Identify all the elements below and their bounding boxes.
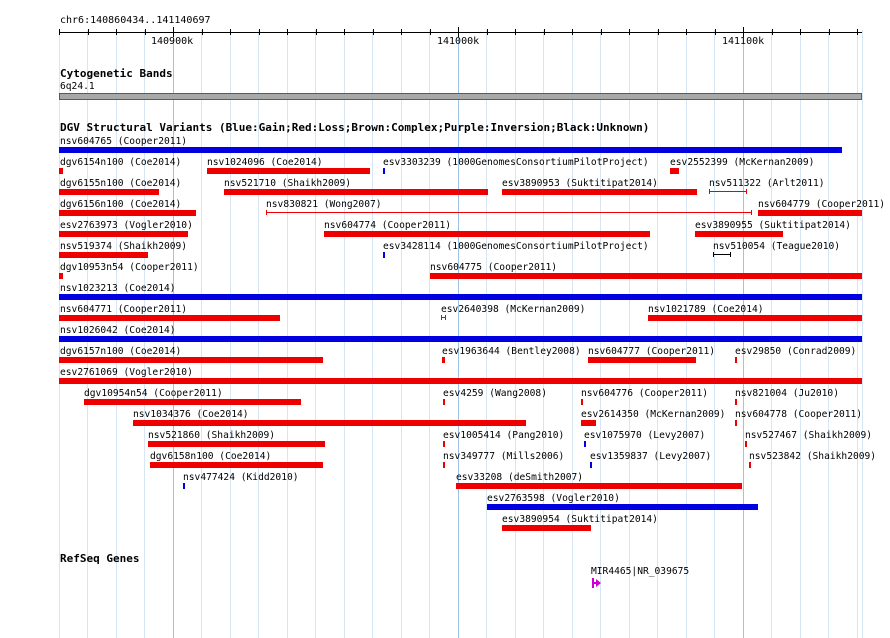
sv-feature-label: dgv6157n100 (Coe2014) <box>60 346 182 357</box>
grid-line <box>800 30 801 638</box>
ruler-tick <box>230 29 231 35</box>
sv-feature-bar[interactable] <box>59 168 63 174</box>
sv-feature-bar[interactable] <box>456 483 742 489</box>
sv-feature-segmented-bar[interactable] <box>441 317 446 318</box>
sv-feature-bar[interactable] <box>581 420 596 426</box>
ruler-tick-label: 141000k <box>437 36 480 47</box>
sv-feature-bar[interactable] <box>183 483 185 489</box>
sv-feature-segmented-bar[interactable] <box>709 191 747 192</box>
sv-feature-bar[interactable] <box>588 357 696 363</box>
ruler-tick <box>572 29 573 35</box>
grid-line <box>857 30 858 638</box>
sv-feature-label: nsv527467 (Shaikh2009) <box>745 430 873 441</box>
sv-feature-label: esv2763973 (Vogler2010) <box>60 220 193 231</box>
grid-line <box>862 30 863 638</box>
sv-feature-label: esv1963644 (Bentley2008) <box>442 346 581 357</box>
sv-feature-bar[interactable] <box>59 189 159 195</box>
sv-feature-label: nsv604765 (Cooper2011) <box>60 136 188 147</box>
sv-feature-bar[interactable] <box>59 378 862 384</box>
ruler-line <box>59 32 862 33</box>
grid-line <box>686 30 687 638</box>
ruler-tick <box>145 29 146 35</box>
sv-feature-bar[interactable] <box>443 462 445 468</box>
chromosome-band[interactable] <box>59 93 862 100</box>
sv-feature-bar[interactable] <box>133 420 526 426</box>
ruler-tick <box>316 29 317 35</box>
sv-feature-label: esv2552399 (McKernan2009) <box>670 157 815 168</box>
ruler-range: chr6:140860434..141140697 <box>60 15 211 26</box>
sv-feature-label: dgv6156n100 (Coe2014) <box>60 199 182 210</box>
sv-feature-bar[interactable] <box>59 315 280 321</box>
sv-feature-label: esv3890955 (Suktitipat2014) <box>695 220 851 231</box>
sv-feature-label: esv3890953 (Suktitipat2014) <box>502 178 658 189</box>
sv-feature-bar[interactable] <box>749 462 751 468</box>
sv-feature-bar[interactable] <box>745 441 747 447</box>
ruler-tick <box>544 29 545 35</box>
sv-feature-bar[interactable] <box>735 399 737 405</box>
sv-feature-bar[interactable] <box>59 336 862 342</box>
sv-feature-label: nsv1034376 (Coe2014) <box>133 409 249 420</box>
sv-feature-label: esv1075970 (Levy2007) <box>584 430 706 441</box>
dgv-track-title: DGV Structural Variants (Blue:Gain;Red:Loss;Brown:Complex;Purple:Inversion;Black:Unknown) <box>60 121 650 134</box>
sv-feature-label: nsv604774 (Cooper2011) <box>324 220 452 231</box>
sv-feature-label: nsv477424 (Kidd2010) <box>183 472 299 483</box>
sv-feature-label: esv33208 (deSmith2007) <box>456 472 584 483</box>
ruler-tick <box>800 29 801 35</box>
cyto-track-title: Cytogenetic Bands <box>60 67 173 80</box>
ruler-tick <box>287 29 288 35</box>
sv-feature-label: esv2761069 (Vogler2010) <box>60 367 193 378</box>
grid-line <box>828 30 829 638</box>
sv-feature-label: dgv6158n100 (Coe2014) <box>150 451 272 462</box>
sv-feature-bar[interactable] <box>224 189 488 195</box>
sv-feature-bar[interactable] <box>590 462 592 468</box>
sv-feature-label: dgv6155n100 (Coe2014) <box>60 178 182 189</box>
grid-line <box>743 30 744 638</box>
sv-feature-label: nsv511322 (Arlt2011) <box>709 178 825 189</box>
gene-glyph[interactable] <box>592 578 602 590</box>
sv-feature-bar[interactable] <box>502 525 591 531</box>
sv-feature-bar[interactable] <box>442 357 445 363</box>
sv-feature-label: nsv349777 (Mills2006) <box>443 451 565 462</box>
sv-feature-label: nsv830821 (Wong2007) <box>266 199 382 210</box>
ruler-tick <box>259 29 260 35</box>
sv-feature-bar[interactable] <box>735 420 737 426</box>
sv-feature-bar[interactable] <box>758 210 862 216</box>
ruler-tick <box>772 29 773 35</box>
sv-feature-bar[interactable] <box>383 168 385 174</box>
gene-label: MIR4465|NR_039675 <box>591 566 690 577</box>
sv-feature-label: esv3428114 (1000GenomesConsortiumPilotProject) <box>383 241 649 252</box>
sv-feature-label: dgv10953n54 (Cooper2011) <box>60 262 199 273</box>
sv-feature-label: nsv519374 (Shaikh2009) <box>60 241 188 252</box>
sv-feature-segmented-bar[interactable] <box>713 254 731 255</box>
sv-feature-bar[interactable] <box>581 399 583 405</box>
sv-feature-label: esv2763598 (Vogler2010) <box>487 493 620 504</box>
ruler-tick <box>401 29 402 35</box>
sv-feature-bar[interactable] <box>430 273 862 279</box>
ruler-tick <box>487 29 488 35</box>
ruler-tick-label: 140900k <box>151 36 194 47</box>
ruler-tick <box>59 29 60 35</box>
sv-feature-label: nsv604771 (Cooper2011) <box>60 304 188 315</box>
ruler-tick-label: 141100k <box>722 36 765 47</box>
sv-feature-bar[interactable] <box>59 357 323 363</box>
sv-feature-label: nsv604778 (Cooper2011) <box>735 409 863 420</box>
sv-feature-bar[interactable] <box>502 189 697 195</box>
sv-feature-bar[interactable] <box>648 315 862 321</box>
ruler-tick <box>202 29 203 35</box>
ruler-tick <box>373 29 374 35</box>
sv-feature-label: nsv1024096 (Coe2014) <box>207 157 323 168</box>
refseq-track-title: RefSeq Genes <box>60 552 140 565</box>
sv-feature-label: nsv1026042 (Coe2014) <box>60 325 176 336</box>
sv-feature-bar[interactable] <box>443 399 445 405</box>
ruler-tick <box>88 29 89 35</box>
grid-line <box>714 30 715 638</box>
sv-feature-label: esv4259 (Wang2008) <box>443 388 547 399</box>
ruler-tick <box>515 29 516 35</box>
sv-feature-label: esv2640398 (McKernan2009) <box>441 304 586 315</box>
sv-feature-label: dgv6154n100 (Coe2014) <box>60 157 182 168</box>
sv-feature-bar[interactable] <box>443 441 445 447</box>
sv-feature-bar[interactable] <box>584 441 586 447</box>
sv-feature-bar[interactable] <box>59 210 196 216</box>
sv-feature-bar[interactable] <box>59 147 842 153</box>
sv-feature-label: nsv604777 (Cooper2011) <box>588 346 716 357</box>
grid-line <box>657 30 658 638</box>
ruler-tick <box>686 29 687 35</box>
sv-feature-bar[interactable] <box>59 231 188 237</box>
ruler-tick <box>430 29 431 35</box>
sv-feature-bar[interactable] <box>59 252 148 258</box>
sv-feature-label: nsv604779 (Cooper2011) <box>758 199 886 210</box>
grid-line <box>771 30 772 638</box>
sv-feature-bar[interactable] <box>148 441 325 447</box>
sv-feature-bar[interactable] <box>383 252 385 258</box>
sv-feature-label: esv3890954 (Suktitipat2014) <box>502 514 658 525</box>
sv-feature-label: nsv521710 (Shaikh2009) <box>224 178 352 189</box>
sv-feature-label: nsv510054 (Teague2010) <box>713 241 841 252</box>
sv-feature-bar[interactable] <box>695 231 783 237</box>
sv-feature-label: esv2614350 (McKernan2009) <box>581 409 726 420</box>
band-label: 6q24.1 <box>60 81 95 92</box>
sv-feature-bar[interactable] <box>207 168 370 174</box>
sv-feature-label: esv3303239 (1000GenomesConsortiumPilotProject) <box>383 157 649 168</box>
sv-feature-label: esv1359837 (Levy2007) <box>590 451 712 462</box>
sv-feature-bar[interactable] <box>84 399 301 405</box>
ruler-tick <box>658 29 659 35</box>
ruler-tick <box>857 29 858 35</box>
sv-feature-bar[interactable] <box>324 231 650 237</box>
sv-feature-label: nsv604776 (Cooper2011) <box>581 388 709 399</box>
ruler-tick <box>601 29 602 35</box>
sv-feature-label: nsv523842 (Shaikh2009) <box>749 451 877 462</box>
sv-feature-label: dgv10954n54 (Cooper2011) <box>84 388 223 399</box>
sv-feature-bar[interactable] <box>150 462 323 468</box>
sv-feature-bar[interactable] <box>735 357 737 363</box>
sv-feature-bar[interactable] <box>59 294 862 300</box>
ruler-tick <box>829 29 830 35</box>
ruler-tick <box>116 29 117 35</box>
sv-feature-bar[interactable] <box>59 273 63 279</box>
sv-feature-label: nsv604775 (Cooper2011) <box>430 262 558 273</box>
sv-feature-label: nsv821004 (Ju2010) <box>735 388 839 399</box>
sv-feature-bar[interactable] <box>487 504 758 510</box>
sv-feature-label: nsv1023213 (Coe2014) <box>60 283 176 294</box>
sv-feature-label: esv1005414 (Pang2010) <box>443 430 565 441</box>
ruler-tick <box>344 29 345 35</box>
ruler-tick <box>629 29 630 35</box>
sv-feature-label: nsv1021789 (Coe2014) <box>648 304 764 315</box>
sv-feature-label: nsv521860 (Shaikh2009) <box>148 430 276 441</box>
sv-feature-label: esv29850 (Conrad2009) <box>735 346 857 357</box>
ruler-tick <box>715 29 716 35</box>
sv-feature-segmented-bar[interactable] <box>266 212 752 213</box>
sv-feature-bar[interactable] <box>670 168 679 174</box>
